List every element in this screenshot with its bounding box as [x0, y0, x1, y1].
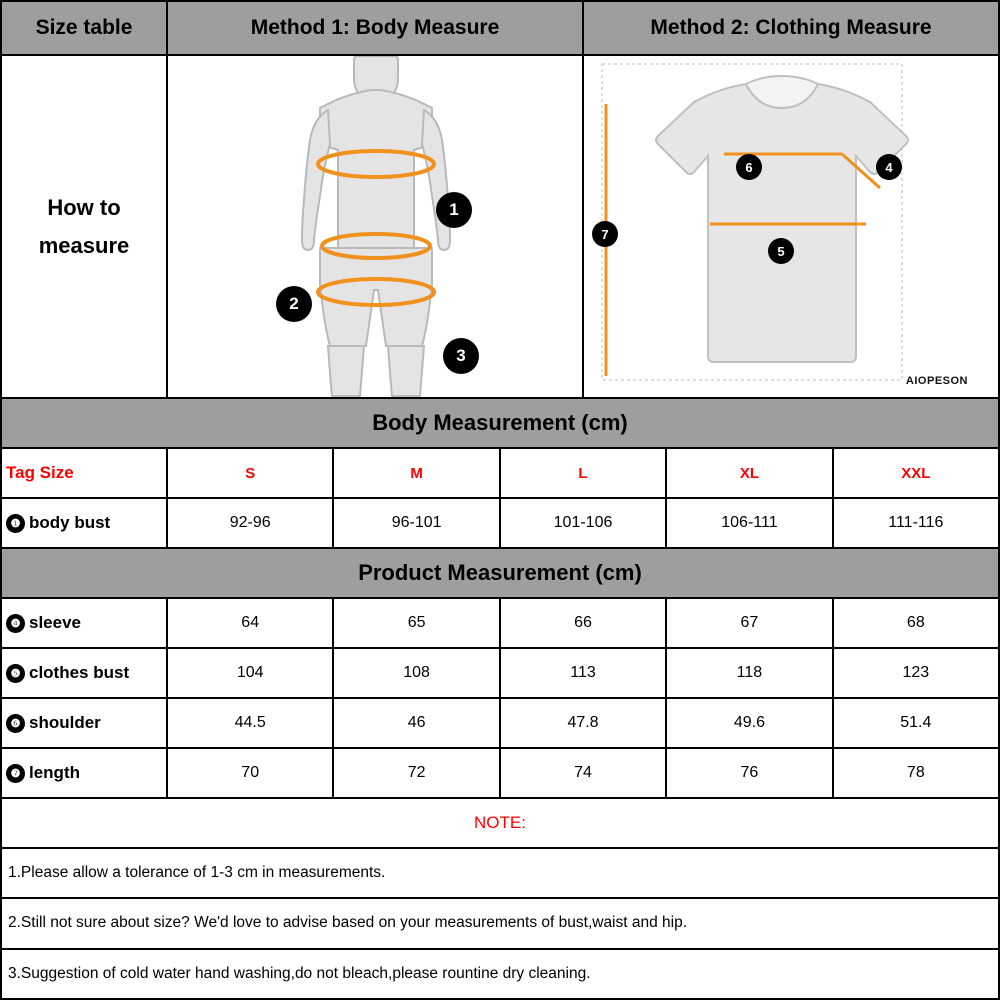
marker-6-icon: ❻	[6, 714, 25, 733]
table-row	[2, 649, 998, 699]
body-figure-svg	[168, 56, 584, 397]
body-bubble-1: 1	[436, 192, 472, 228]
row-label-shoulder	[2, 699, 168, 747]
cell-sleeve-xl: 67	[667, 599, 833, 647]
cell-shoulder-s: 44.5	[168, 699, 334, 747]
column-header-l: L	[501, 449, 667, 497]
body-bubble-2: 2	[276, 286, 312, 322]
column-header-s: S	[168, 449, 334, 497]
marker-4-icon: ❹	[6, 614, 25, 633]
cell-clothes-bust-m: 108	[334, 649, 500, 697]
row-label-text: clothes bust	[29, 663, 130, 682]
body-measurement-title: Body Measurement (cm)	[2, 399, 998, 449]
column-header-tag-size: Tag Size	[2, 449, 168, 497]
row-label-text: shoulder	[29, 713, 101, 732]
cell-length-xxl: 78	[906, 764, 925, 781]
how-to-measure-cell	[2, 56, 168, 397]
illustration-row	[2, 56, 998, 399]
cell-clothes-bust-xxl: 123	[902, 664, 930, 681]
cell-sleeve-l: 66	[501, 599, 667, 647]
body-measure-illustration	[168, 56, 584, 397]
header-size-table: Size table	[2, 2, 168, 54]
column-header-xxl: XXL	[901, 464, 931, 482]
shirt-bubble-7: 7	[592, 221, 618, 247]
row-label-clothes-bust	[2, 649, 168, 697]
row-label-text: length	[29, 763, 80, 782]
shirt-figure-svg	[584, 56, 998, 397]
body-measurement-header-row	[2, 449, 998, 499]
cell-sleeve-m: 65	[334, 599, 500, 647]
cell-length-l: 74	[501, 749, 667, 797]
cell-sleeve-xxl: 68	[906, 614, 925, 631]
row-label-sleeve	[2, 599, 168, 647]
column-header-xl: XL	[667, 449, 833, 497]
how-to-line-2: measure	[38, 232, 130, 258]
cell-body-bust-l: 101-106	[501, 499, 667, 547]
cell-body-bust-xxl: 111-116	[888, 514, 944, 531]
cell-length-xl: 76	[667, 749, 833, 797]
body-bubble-3: 3	[443, 338, 479, 374]
row-label-length	[2, 749, 168, 797]
cell-clothes-bust-xl: 118	[667, 649, 833, 697]
note-line-1: 1.Please allow a tolerance of 1-3 cm in measurements.	[2, 849, 998, 899]
cell-sleeve-s: 64	[168, 599, 334, 647]
how-to-line-1: How to	[47, 195, 121, 221]
row-label-body-bust	[2, 499, 168, 547]
how-to-measure-text	[39, 189, 130, 264]
shirt-bubble-4: 4	[876, 154, 902, 180]
marker-7-icon: ❼	[6, 764, 25, 783]
product-measurement-title: Product Measurement (cm)	[2, 549, 998, 599]
cell-body-bust-xl: 106-111	[667, 499, 833, 547]
row-label-text: body bust	[29, 513, 111, 532]
cell-body-bust-s: 92-96	[168, 499, 334, 547]
header-method-2: Method 2: Clothing Measure	[650, 16, 932, 39]
note-line-3: 3.Suggestion of cold water hand washing,do not bleach,please rountine dry cleaning.	[8, 964, 591, 982]
note-title: NOTE:	[2, 799, 998, 849]
note-line-2: 2.Still not sure about size? We'd love to advise based on your measurements of bust,waist and hip.	[2, 899, 998, 949]
cell-clothes-bust-s: 104	[168, 649, 334, 697]
brand-logo: AIOPESON	[905, 375, 968, 387]
row-label-text: sleeve	[29, 613, 81, 632]
cell-clothes-bust-l: 113	[501, 649, 667, 697]
cell-body-bust-m: 96-101	[334, 499, 500, 547]
cell-shoulder-l: 47.8	[501, 699, 667, 747]
marker-5-icon: ❺	[6, 664, 25, 683]
cell-shoulder-xxl: 51.4	[900, 714, 932, 731]
shirt-bubble-6: 6	[736, 154, 762, 180]
shirt-bubble-5: 5	[768, 238, 794, 264]
cell-shoulder-m: 46	[334, 699, 500, 747]
table-row	[2, 699, 998, 749]
clothing-measure-illustration	[584, 56, 998, 397]
table-row	[2, 499, 998, 549]
table-row	[2, 749, 998, 799]
cell-shoulder-xl: 49.6	[667, 699, 833, 747]
cell-length-m: 72	[334, 749, 500, 797]
header-method-1: Method 1: Body Measure	[168, 2, 584, 54]
cell-length-s: 70	[168, 749, 334, 797]
column-header-m: M	[334, 449, 500, 497]
table-row	[2, 599, 998, 649]
marker-1-icon: ❶	[6, 514, 25, 533]
header-row	[2, 2, 998, 56]
